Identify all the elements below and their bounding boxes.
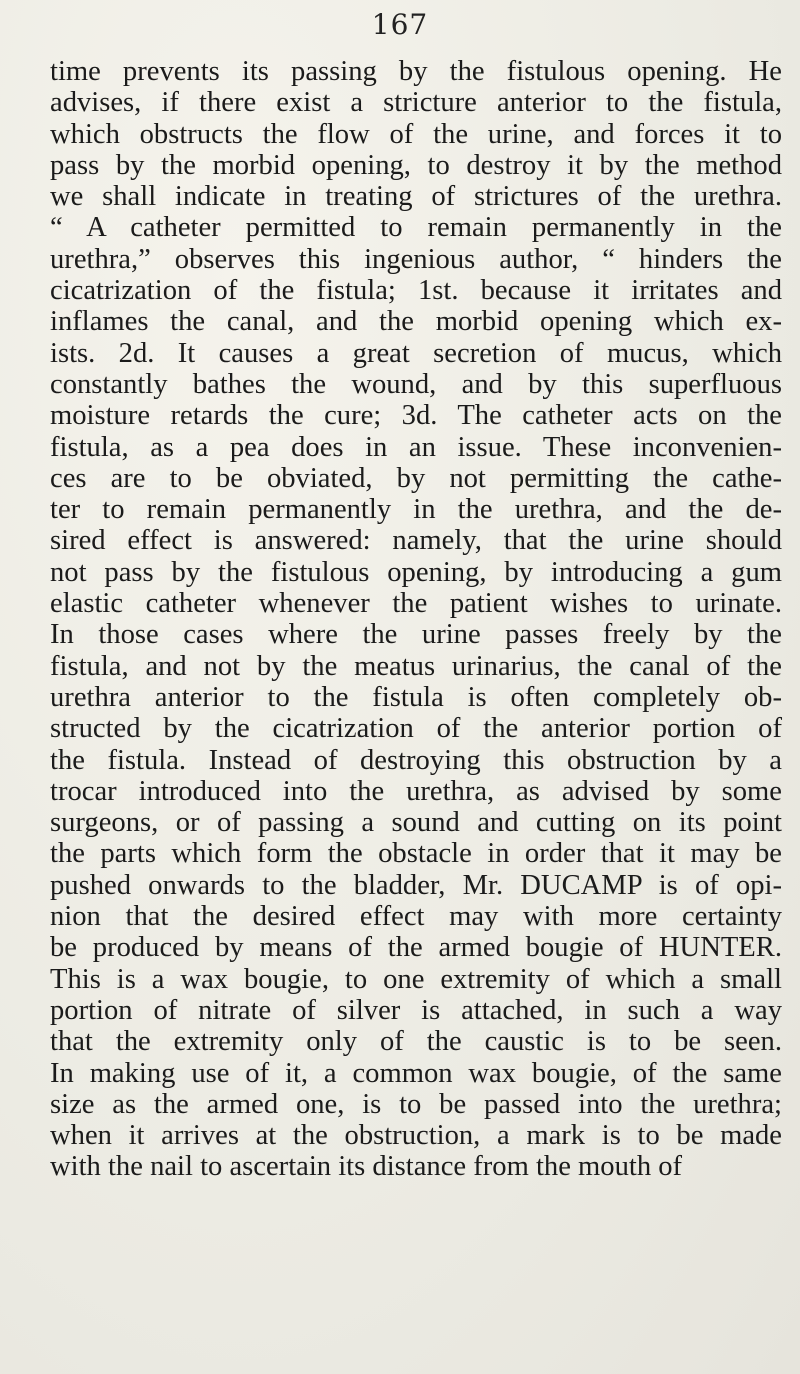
text-line: cicatrization of the fistula; 1st. because it irritates and — [50, 275, 782, 307]
text-line: “ A catheter permitted to remain permanently in the — [50, 212, 782, 244]
text-line: ists. 2d. It causes a great secretion of mucus, which — [50, 337, 782, 369]
text-line: advises, if there exist a stricture anterior to the fistula, — [50, 87, 782, 119]
text-line: In making use of it, a common wax bougie, of the same — [50, 1057, 782, 1089]
text-line: nion that the desired effect may with more certainty — [50, 901, 782, 933]
text-line: ter to remain permanently in the urethra, and the de- — [50, 494, 782, 526]
text-line: pushed onwards to the bladder, Mr. DUCAMP is of opi- — [50, 869, 782, 901]
text-line: In those cases where the urine passes freely by the — [50, 619, 782, 651]
text-line: sired effect is answered: namely, that the urine should — [50, 525, 782, 557]
text-line: structed by the cicatrization of the anterior portion of — [50, 713, 782, 745]
text-line: which obstructs the flow of the urine, and forces it to — [50, 118, 782, 150]
text-line: be produced by means of the armed bougie of HUNTER. — [50, 932, 782, 964]
text-line: pass by the morbid opening, to destroy it by the method — [50, 149, 782, 181]
text-line: the parts which form the obstacle in order that it may be — [50, 838, 782, 870]
text-line: time prevents its passing by the fistulous opening. He — [50, 56, 782, 87]
text-line: inflames the canal, and the morbid opening which ex- — [50, 306, 782, 338]
text-line: ces are to be obviated, by not permitting the cathe- — [50, 462, 782, 494]
text-line: not pass by the fistulous opening, by introducing a gum — [50, 556, 782, 588]
text-line: that the extremity only of the caustic is to be seen. — [50, 1026, 782, 1058]
text-line: we shall indicate in treating of strictures of the urethra. — [50, 181, 782, 213]
text-line: with the nail to ascertain its distance from the mouth of — [50, 1151, 683, 1183]
text-line: surgeons, or of passing a sound and cutting on its point — [50, 807, 782, 839]
page-number: 167 — [371, 8, 429, 41]
text-line: urethra,” observes this ingenious author, “ hinders the — [50, 243, 782, 275]
text-line: fistula, as a pea does in an issue. These inconvenien- — [50, 431, 782, 463]
text-line: portion of nitrate of silver is attached, in such a way — [50, 994, 782, 1026]
text-line: trocar introduced into the urethra, as advised by some — [50, 775, 782, 807]
text-line: This is a wax bougie, to one extremity of which a small — [50, 963, 782, 995]
text-line: size as the armed one, is to be passed into the urethra; — [50, 1088, 782, 1120]
text-line: fistula, and not by the meatus urinarius, the canal of the — [50, 650, 782, 682]
text-line: urethra anterior to the fistula is often completely ob- — [50, 681, 782, 713]
text-line: constantly bathes the wound, and by this superfluous — [50, 368, 782, 400]
body-text — [50, 56, 782, 1183]
text-line: when it arrives at the obstruction, a mark is to be made — [50, 1120, 782, 1152]
text-line: moisture retards the cure; 3d. The catheter acts on the — [50, 400, 782, 432]
text-line: elastic catheter whenever the patient wishes to urinate. — [50, 588, 782, 620]
text-line: the fistula. Instead of destroying this obstruction by a — [50, 744, 782, 776]
